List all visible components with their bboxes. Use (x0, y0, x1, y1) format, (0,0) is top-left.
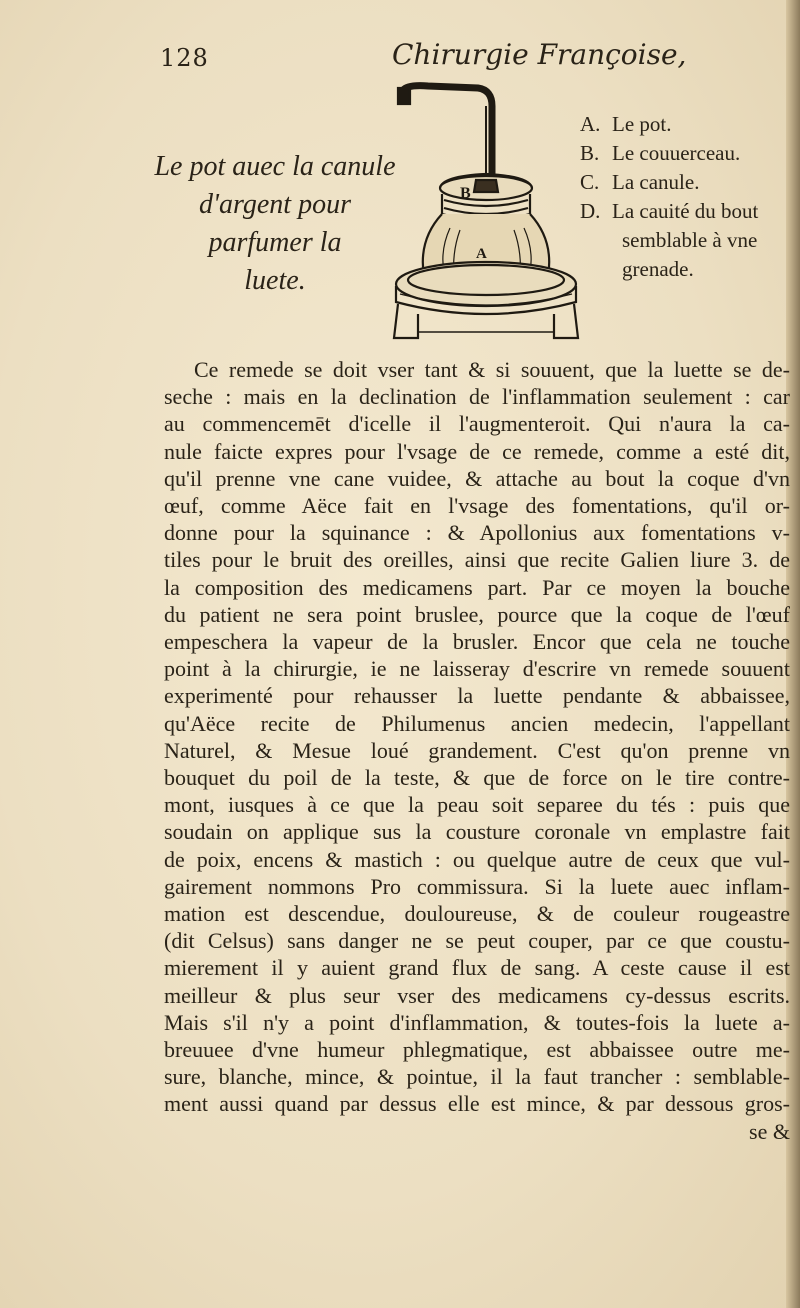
text-line: point à la chirurgie, ie ne laisseray d'escrire vn remede souuent (164, 656, 790, 682)
fumigation-pot-illustration (388, 80, 584, 346)
text-line: experimenté pour rehausser la luette pendante & abbaissee, (164, 683, 790, 709)
text-line: donne pour la squinance : & Apollonius aux fomentations v- (164, 520, 790, 546)
figure-caption (150, 148, 400, 300)
page-number: 128 (160, 44, 209, 72)
legend-text: Le couuerceau. (612, 141, 741, 165)
text-line: mierement il y auient grand flux de sang. A ceste cause il est (164, 955, 790, 981)
catchword: se & (749, 1118, 790, 1144)
legend-item (580, 110, 790, 139)
text-line: meilleur & plus seur vser des medicamens cy-dessus escrits. (164, 982, 790, 1008)
legend-letter: B. (580, 141, 600, 165)
text-line: gairement nommons Pro commissura. Si la luete auec inflam- (164, 873, 790, 899)
text-line: la composition des medicamens part. Par ce moyen la bouche (164, 574, 790, 600)
body-text (164, 356, 790, 1145)
legend-letter: D. (580, 199, 601, 223)
text-line: de poix, encens & mastich : ou quelque autre de ceux que vul- (164, 846, 790, 872)
label-b: B (460, 185, 471, 202)
text-line: soudain on applique sus la cousture coronale vn emplastre fait (164, 819, 790, 845)
text-line: empeschera la vapeur de la brusler. Encor que cela ne touche (164, 629, 790, 655)
text-line: mont, iusques à ce que la peau soit separee du tés : puis que (164, 792, 790, 818)
legend-item (580, 139, 790, 168)
legend-continuation: semblable à vne (622, 228, 758, 252)
text-line: nule faicte expres pour l'vsage de ce remede, comme a esté dit, (164, 438, 790, 464)
figure-caption-line: luete. (244, 265, 306, 296)
legend-continuation: grenade. (622, 257, 694, 281)
text-line: sure, blanche, mince, & pointue, il la faut trancher : semblable- (164, 1064, 790, 1090)
text-line: Naturel, & Mesue loué grandement. C'est qu'on prenne vn (164, 737, 790, 763)
text-line: du patient ne sera point bruslee, pource que la coque de l'œuf (164, 601, 790, 627)
text-line: qu'Aëce recite de Philumenus ancien medecin, l'appellant (164, 710, 790, 736)
text-line: (dit Celsus) sans danger ne se peut couper, par ce que coustu- (164, 928, 790, 954)
text-line: Ce remede se doit vser tant & si souuent, que la luette se de- (194, 357, 790, 382)
legend-letter: C. (580, 170, 600, 194)
text-line: Mais s'il n'y a point d'inflammation, & toutes-fois la luete a- (164, 1009, 790, 1035)
text-line: seche : mais en la declination de l'inflammation seulement : car (164, 384, 790, 410)
text-line: tiles pour le bruit des oreilles, ainsi que recite Galien liure 3. de (164, 547, 790, 573)
figure-caption-line: parfumer la (208, 227, 342, 258)
legend-letter: A. (580, 112, 601, 136)
text-line: au commencemēt d'icelle il l'augmenteroit. Qui n'aura la ca- (164, 411, 790, 437)
running-title: Chirurgie Françoise, (392, 38, 687, 71)
figure-legend (580, 110, 790, 284)
text-line: ment aussi quand par dessus elle est mince, & par dessous gros- (164, 1091, 790, 1117)
legend-text: Le pot. (612, 112, 672, 136)
figure-caption-line: Le pot auec la canule (154, 151, 396, 182)
legend-text: La cauité du bout (612, 199, 759, 223)
text-line: bouquet du poil de la teste, & que de force on le tire contre- (164, 765, 790, 791)
label-a: A (476, 246, 487, 262)
text-line: breuuee d'vne humeur phlegmatique, est abbaissee outre me- (164, 1037, 790, 1063)
legend-item (580, 168, 790, 197)
legend-item (580, 197, 790, 226)
figure-caption-line: d'argent pour (199, 189, 351, 220)
text-line: œuf, comme Aëce fait en l'vsage des fomentations, qu'il or- (164, 493, 790, 519)
text-line: mation est descendue, douloureuse, & de couleur rougeastre (164, 901, 790, 927)
text-line: qu'il prenne vne cane vuidee, & attache au bout la coque d'vn (164, 465, 790, 491)
legend-text: La canule. (612, 170, 700, 194)
